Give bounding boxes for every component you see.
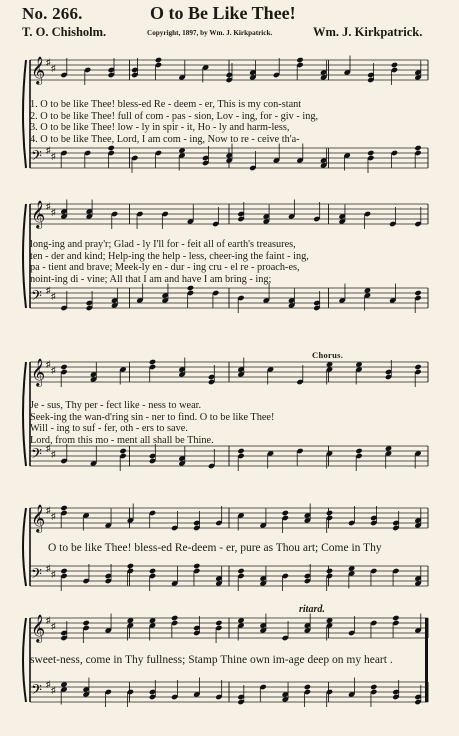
lyric-line: 4. O to be like Thee, Lord, I am com - ing, Now to re - ceive th'a- [30, 133, 300, 145]
note-icon [263, 284, 270, 304]
treble-clef-icon: 𝄞 [31, 614, 46, 642]
note-icon [259, 614, 266, 634]
note-icon [338, 205, 345, 225]
music-system-2 [0, 196, 459, 328]
note-icon [84, 67, 91, 85]
note-icon [149, 359, 156, 382]
lyric-line: 2. O to be like Thee! full of com - pas - sion, Lov - ing, for - giv - ing, [30, 110, 319, 122]
note-icon [105, 509, 112, 529]
note-icon [193, 616, 200, 636]
chorus-label: Chorus. [312, 350, 344, 360]
note-icon [414, 685, 421, 705]
note-icon [161, 211, 168, 229]
note-icon [212, 207, 219, 227]
copyright-notice: Copyright, 1897, by Wm. J. Kirkpatrick. [147, 29, 273, 37]
note-icon [326, 689, 333, 707]
note-icon [237, 617, 244, 640]
note-icon [370, 684, 377, 707]
note-icon [392, 680, 399, 700]
note-icon [105, 689, 112, 707]
note-icon [370, 568, 377, 586]
staff-notation [0, 610, 459, 730]
note-icon [320, 149, 327, 169]
sharp-icon: ♯ [51, 63, 56, 73]
note-icon [149, 617, 156, 640]
sharp-icon: ♯ [51, 291, 56, 301]
note-icon [171, 567, 178, 587]
note-icon [90, 447, 97, 467]
note-icon [326, 568, 333, 591]
note-icon [149, 510, 156, 528]
note-icon [304, 564, 311, 584]
sharp-icon: ♯ [46, 201, 51, 211]
note-icon [187, 205, 194, 225]
note-icon [389, 284, 396, 304]
bass-clef-icon: 𝄢 [31, 566, 42, 586]
note-icon [348, 565, 355, 588]
sharp-icon: ♯ [46, 57, 51, 67]
sharp-icon: ♯ [51, 207, 56, 217]
sharp-icon: ♯ [46, 563, 51, 573]
note-icon [370, 620, 377, 638]
note-icon [127, 563, 134, 586]
bass-clef-icon: 𝄢 [31, 682, 42, 702]
note-icon [326, 617, 333, 640]
note-icon [178, 447, 185, 467]
note-icon [193, 563, 200, 586]
note-icon [326, 361, 333, 384]
note-icon [60, 681, 67, 704]
note-icon [370, 506, 377, 526]
note-icon [60, 505, 67, 528]
sharp-icon: ♯ [46, 359, 51, 369]
note-icon [111, 211, 118, 229]
note-icon [313, 291, 320, 311]
note-icon [259, 509, 266, 529]
note-icon [249, 61, 256, 81]
note-icon [282, 510, 289, 533]
chorus-lyrics [48, 543, 382, 555]
note-icon [149, 680, 156, 700]
note-icon [249, 151, 256, 171]
sharp-icon: ♯ [51, 151, 56, 161]
note-icon [119, 448, 126, 471]
note-icon [385, 445, 392, 468]
note-icon [171, 615, 178, 638]
note-icon [364, 287, 371, 310]
sharp-icon: ♯ [51, 569, 56, 579]
note-icon [193, 511, 200, 531]
music-system-3 [0, 348, 459, 484]
bass-clef-icon: 𝄢 [31, 446, 42, 466]
hymn-number: No. 266. [22, 4, 83, 23]
note-icon [178, 147, 185, 170]
sharp-icon: ♯ [51, 449, 56, 459]
note-icon [108, 145, 115, 168]
note-icon [149, 568, 156, 591]
note-icon [326, 510, 333, 533]
note-icon [171, 680, 178, 700]
bass-clef-icon: 𝄢 [31, 148, 42, 168]
note-icon [414, 207, 421, 227]
note-icon [127, 617, 134, 640]
note-icon [282, 573, 289, 591]
note-icon [215, 567, 222, 587]
hymn-composer: Wm. J. Kirkpatrick. [313, 25, 423, 39]
lyric-line: Lord, from this mo - ment all shall be Thine. [30, 434, 214, 446]
note-icon [344, 56, 351, 76]
note-icon [60, 200, 67, 220]
note-icon [237, 568, 244, 591]
note-icon [259, 567, 266, 587]
sharp-icon: ♯ [51, 365, 56, 375]
note-icon [355, 448, 362, 471]
note-icon [202, 146, 209, 166]
music-system-4 [0, 500, 459, 604]
note-icon [82, 620, 89, 643]
treble-clef-icon: 𝄞 [31, 504, 46, 532]
note-icon [136, 284, 143, 304]
note-icon [136, 211, 143, 229]
lyric-line: ten - der and kind; Help-ing the help - less, cheer-ing the faint - ing, [30, 250, 309, 262]
note-icon [60, 291, 67, 311]
treble-clef-icon: 𝄞 [31, 56, 46, 84]
note-icon [273, 144, 280, 164]
note-icon [313, 202, 320, 222]
sharp-icon: ♯ [46, 145, 51, 155]
lyric-line: Je - sus, Thy per - fect like - ness to wear. [30, 400, 202, 411]
note-icon [237, 685, 244, 705]
verse-lyrics [30, 99, 318, 145]
note-icon [282, 621, 289, 641]
note-icon [60, 568, 67, 591]
note-icon [155, 150, 162, 168]
note-icon [392, 615, 399, 638]
note-icon [84, 150, 91, 168]
note-icon [414, 567, 421, 587]
note-icon [304, 504, 311, 524]
music-system-1 [0, 52, 459, 184]
note-icon [193, 678, 200, 698]
note-icon [414, 614, 421, 634]
hymn-title: O to Be Like Thee! [150, 3, 296, 23]
note-icon [391, 62, 398, 85]
note-icon [237, 358, 244, 378]
note-icon [320, 61, 327, 81]
note-icon [392, 511, 399, 531]
note-icon [414, 145, 421, 168]
lyric-line: Will - ing to suf - fer, oth - ers to save. [30, 423, 188, 435]
note-icon [86, 291, 93, 311]
note-icon [215, 506, 222, 526]
note-icon [131, 155, 138, 173]
sharp-icon: ♯ [46, 615, 51, 625]
note-icon [367, 150, 374, 173]
note-icon [414, 509, 421, 529]
note-icon [82, 678, 89, 698]
note-icon [296, 365, 303, 385]
note-icon [414, 364, 421, 387]
note-icon [208, 449, 215, 469]
note-icon [296, 144, 303, 164]
note-icon [282, 683, 289, 703]
note-icon [105, 614, 112, 634]
music-system-5 [0, 604, 459, 730]
note-icon [304, 684, 311, 707]
note-icon [389, 207, 396, 227]
note-icon [338, 284, 345, 304]
note-icon [414, 290, 421, 313]
note-icon [155, 57, 162, 80]
note-icon [86, 200, 93, 220]
bass-clef-icon: 𝄢 [31, 288, 42, 308]
note-icon [288, 289, 295, 309]
note-icon [131, 58, 138, 78]
lyric-line: 1. O to be like Thee! bless-ed Re - deem - er, This is my con-stant [30, 99, 302, 110]
lyric-line: 3. O to be like Thee! low - ly in spir - it, Ho - ly and harm-less, [30, 122, 290, 134]
note-icon [60, 58, 67, 78]
note-icon [391, 150, 398, 168]
sharp-icon: ♯ [46, 505, 51, 515]
note-icon [237, 295, 244, 313]
note-icon [355, 361, 362, 384]
note-icon [348, 506, 355, 526]
note-icon [161, 284, 168, 304]
note-icon [414, 61, 421, 81]
note-icon [296, 57, 303, 80]
note-icon [226, 144, 233, 164]
note-icon [178, 61, 185, 81]
note-icon [259, 684, 266, 702]
note-icon [127, 689, 134, 707]
note-icon [364, 211, 371, 229]
note-icon [105, 564, 112, 584]
tempo-marking: ritard. [299, 604, 325, 615]
note-icon [149, 444, 156, 464]
note-icon [263, 205, 270, 225]
note-icon [127, 504, 134, 524]
note-icon [171, 511, 178, 531]
lyric-line: pa - tient and brave; Meek-ly en - dur - ing cru - el re - proach-es, [30, 262, 300, 274]
note-icon [60, 150, 67, 168]
lyric-line: sweet-ness, come in Thy fullness; Stamp Thine own im-age deep on my heart . [30, 654, 393, 666]
note-icon [237, 448, 244, 471]
hymn-author: T. O. Chisholm. [22, 25, 107, 39]
sharp-icon: ♯ [51, 685, 56, 695]
treble-clef-icon: 𝄞 [31, 200, 46, 228]
note-icon [187, 285, 194, 308]
chorus-lyrics [30, 655, 393, 667]
note-icon [60, 444, 67, 464]
treble-clef-icon: 𝄞 [31, 358, 46, 386]
note-icon [288, 200, 295, 220]
verse-lyrics [30, 400, 274, 446]
sharp-icon: ♯ [51, 621, 56, 631]
lyric-line: noint-ing di - vine; All that I am and have I am bring - ing; [30, 273, 272, 285]
sharp-icon: ♯ [46, 285, 51, 295]
note-icon [60, 364, 67, 387]
note-icon [296, 448, 303, 466]
note-icon [108, 58, 115, 78]
note-icon [111, 289, 118, 309]
lyric-line: long-ing and pray'r; Glad - ly I'll for - feit all of earth's treasures, [30, 239, 296, 250]
note-icon [60, 621, 67, 641]
sharp-icon: ♯ [46, 679, 51, 689]
note-icon [348, 616, 355, 636]
sharp-icon: ♯ [51, 511, 56, 521]
note-icon [348, 678, 355, 698]
note-icon [304, 614, 311, 634]
note-icon [215, 620, 222, 643]
note-icon [392, 568, 399, 586]
note-icon [215, 680, 222, 700]
verse-lyrics [30, 239, 309, 285]
note-icon [178, 358, 185, 378]
note-icon [273, 58, 280, 78]
note-icon [367, 63, 374, 83]
lyric-line: O to be like Thee! bless-ed Re-deem - er, pure as Thou art; Come in Thy [48, 542, 382, 554]
note-icon [385, 360, 392, 380]
lyric-line: Seek-ing the wan-d'ring sin - ner to find. O to be like Thee! [30, 411, 275, 423]
note-icon [212, 290, 219, 308]
note-icon [90, 363, 97, 383]
note-icon [82, 564, 89, 584]
sharp-icon: ♯ [46, 443, 51, 453]
note-icon [237, 202, 244, 222]
note-icon [208, 365, 215, 385]
